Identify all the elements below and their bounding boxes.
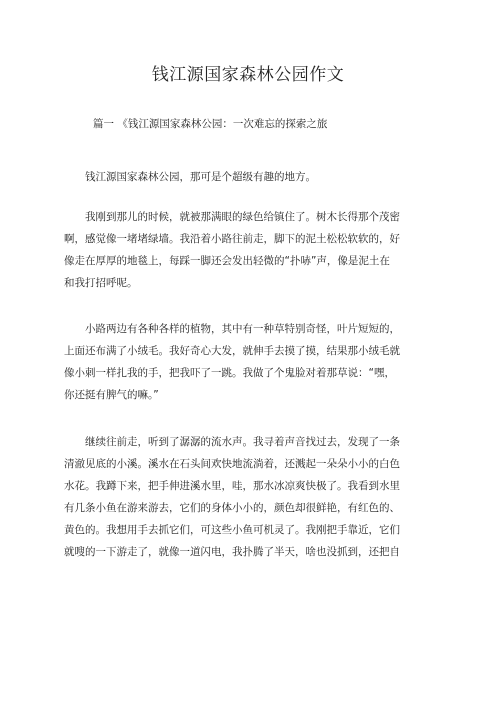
document-subtitle: 篇一 《钱江源国家森林公园：一次难忘的探索之旅 <box>93 118 328 130</box>
paragraph-line: 清澈见底的小溪。溪水在石头间欢快地流淌着，还溅起一朵朵小小的白色 <box>64 458 400 470</box>
paragraph-line: 和我打招呼呢。 <box>64 277 138 289</box>
paragraph-line: 有几条小鱼在游来游去，它们的身体小小的，颜色却很鲜艳，有红色的、 <box>64 502 400 514</box>
paragraph-3 <box>64 318 436 406</box>
paragraph-line: 像走在厚厚的地毯上，每踩一脚还会发出轻微的“扑哧”声，像是泥土在 <box>64 255 390 267</box>
paragraph-2 <box>64 206 436 294</box>
paragraph-line: 像小刺一样扎我的手，把我吓了一跳。我做了个鬼脸对着那草说：“嘿， <box>64 367 395 379</box>
paragraph-line: 上面还布满了小绒毛。我好奇心大发，就伸手去摸了摸，结果那小绒毛就 <box>64 345 400 357</box>
paragraph-line: 水花。我蹲下来，把手伸进溪水里，哇，那水冰凉爽快极了。我看到水里 <box>64 480 400 492</box>
paragraph-line: 我刚到那儿的时候，就被那满眼的绿色给镇住了。树木长得那个茂密 <box>85 211 400 223</box>
paragraph-line: 啊，感觉像一堵堵绿墙。我沿着小路往前走，脚下的泥土松松软软的，好 <box>64 233 400 245</box>
paragraph-4 <box>64 431 436 563</box>
paragraph-line: 继续往前走，听到了潺潺的流水声。我寻着声音找过去，发现了一条 <box>85 436 400 448</box>
paragraph-line: 就嗖的一下游走了，就像一道闪电，我扑腾了半天，啥也没抓到，还把自 <box>64 546 400 558</box>
paragraph-1 <box>64 166 436 188</box>
paragraph-line: 黄色的。我想用手去抓它们，可这些小鱼可机灵了。我刚把手靠近，它们 <box>64 524 400 536</box>
paragraph-line: 小路两边有各种各样的植物，其中有一种草特别奇怪，叶片短短的， <box>85 323 400 335</box>
paragraph-line: 你还挺有脾气的嘛。” <box>64 389 159 401</box>
paragraph-line: 钱江源国家森林公园，那可是个超级有趣的地方。 <box>85 171 316 183</box>
document-title: 钱江源国家森林公园作文 <box>151 65 345 85</box>
